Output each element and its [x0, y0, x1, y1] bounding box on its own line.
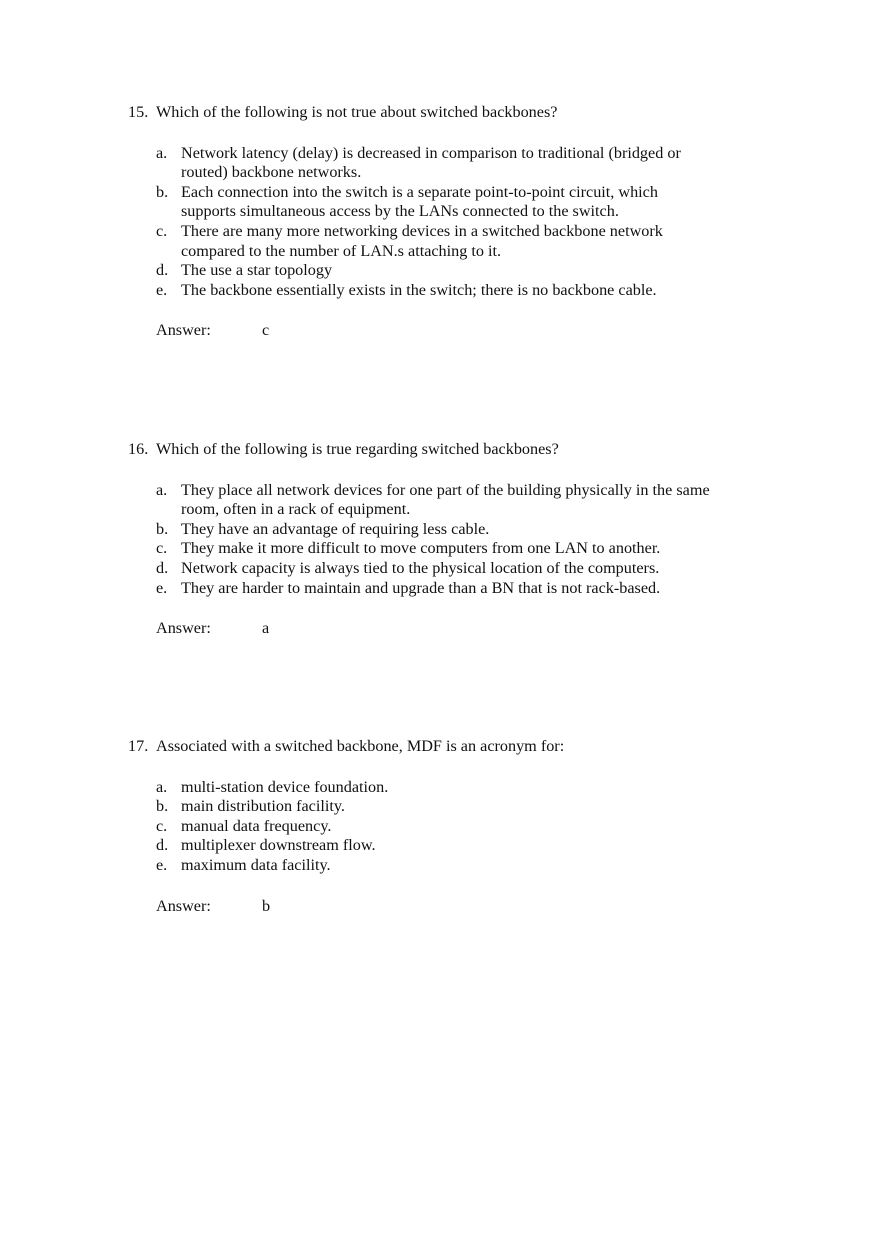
question-17	[128, 737, 768, 916]
option-letter: e.	[156, 280, 168, 299]
option-b	[156, 183, 768, 222]
option-letter: d.	[156, 261, 169, 280]
option-letter: e.	[156, 578, 168, 597]
answer-line	[156, 619, 768, 639]
answer-value: a	[262, 619, 270, 638]
option-e	[156, 281, 768, 301]
option-letter: d.	[156, 836, 169, 855]
question-16	[128, 440, 768, 639]
option-d	[156, 261, 768, 281]
option-letter: b.	[156, 797, 169, 816]
option-c	[156, 222, 768, 261]
option-list	[128, 778, 768, 876]
option-text: Network latency (delay) is decreased in comparison to traditional (bridged or routed) backbone networks.	[181, 143, 681, 182]
option-letter: c.	[156, 539, 168, 558]
option-letter: b.	[156, 519, 169, 538]
answer-value: b	[262, 896, 271, 915]
option-c	[156, 539, 768, 559]
option-text: There are many more networking devices in a switched backbone network compared to the number of LAN.s attaching to it.	[181, 221, 663, 260]
option-list	[128, 144, 768, 301]
question-text: Associated with a switched backbone, MDF is an acronym for:	[156, 737, 565, 755]
question-text: Which of the following is not true about switched backbones?	[156, 103, 558, 121]
option-a	[156, 778, 768, 798]
option-a	[156, 481, 768, 520]
option-b	[156, 520, 768, 540]
option-text: maximum data facility.	[181, 855, 331, 874]
option-a	[156, 144, 768, 183]
option-letter: c.	[156, 816, 168, 835]
option-e	[156, 579, 768, 599]
option-text: Each connection into the switch is a separate point-to-point circuit, which supports simultaneous access by the LANs connected to the switch.	[181, 182, 658, 221]
answer-label: Answer:	[156, 619, 211, 638]
answer-line	[156, 321, 768, 341]
option-d	[156, 559, 768, 579]
option-text: multi-station device foundation.	[181, 777, 389, 796]
question-number: 16.	[128, 440, 149, 458]
option-text: main distribution facility.	[181, 797, 345, 816]
option-b	[156, 797, 768, 817]
option-letter: d.	[156, 558, 169, 577]
option-d	[156, 836, 768, 856]
question-number: 17.	[128, 737, 149, 755]
option-text: multiplexer downstream flow.	[181, 836, 376, 855]
option-text: manual data frequency.	[181, 816, 332, 835]
option-text: They have an advantage of requiring less cable.	[181, 519, 490, 538]
option-text: They are harder to maintain and upgrade than a BN that is not rack-based.	[181, 578, 661, 597]
answer-label: Answer:	[156, 321, 211, 340]
option-letter: a.	[156, 480, 168, 499]
option-e	[156, 856, 768, 876]
option-letter: b.	[156, 182, 169, 201]
answer-value: c	[262, 321, 270, 340]
question-stem	[128, 737, 768, 757]
option-text: The use a star topology	[181, 261, 333, 280]
question-stem	[128, 440, 768, 460]
option-text: The backbone essentially exists in the switch; there is no backbone cable.	[181, 280, 657, 299]
answer-line	[156, 897, 768, 917]
question-number: 15.	[128, 103, 149, 121]
option-list	[128, 481, 768, 599]
question-text: Which of the following is true regarding switched backbones?	[156, 440, 559, 458]
option-letter: e.	[156, 855, 168, 874]
option-letter: c.	[156, 221, 168, 240]
option-c	[156, 817, 768, 837]
option-text: They make it more difficult to move computers from one LAN to another.	[181, 539, 661, 558]
option-text: Network capacity is always tied to the physical location of the computers.	[181, 558, 660, 577]
option-letter: a.	[156, 777, 168, 796]
question-15	[128, 103, 768, 341]
question-stem	[128, 103, 768, 123]
option-text: They place all network devices for one part of the building physically in the same room, often in a rack of equipment.	[181, 480, 710, 519]
option-letter: a.	[156, 143, 168, 162]
answer-label: Answer:	[156, 896, 211, 915]
